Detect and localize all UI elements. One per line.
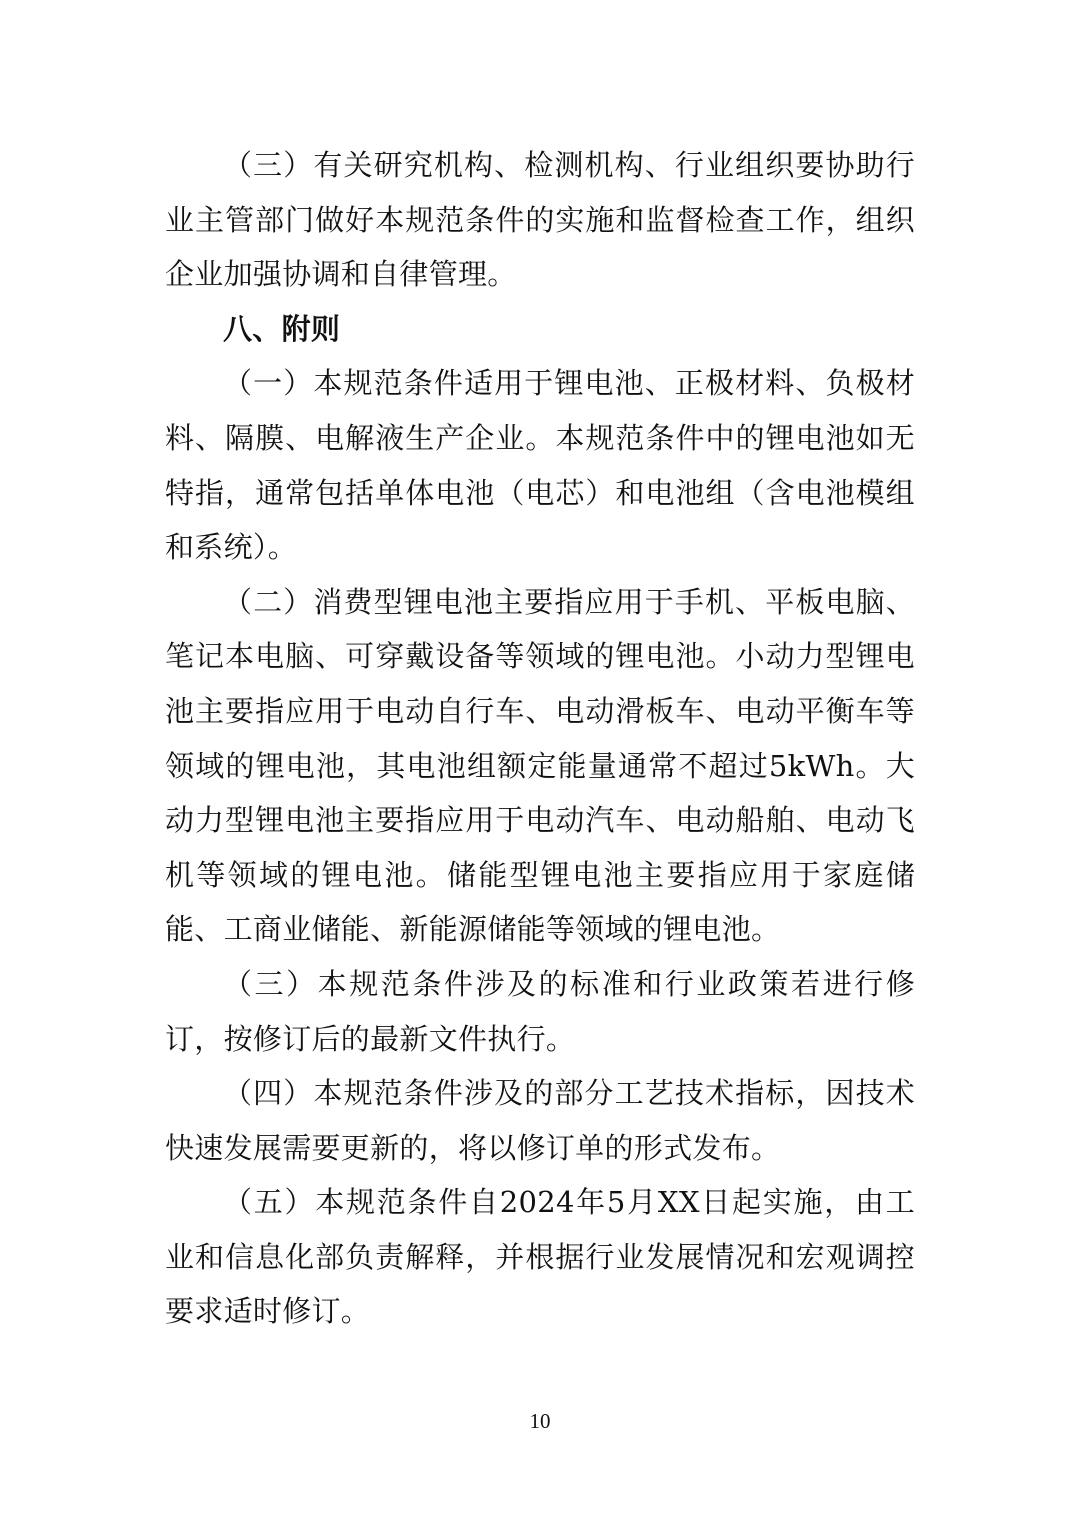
- paragraph-scope: （一）本规范条件适用于锂电池、正极材料、负极材料、隔膜、电解液生产企业。本规范条件中的锂电池如无特指，通常包括单体电池（电芯）和电池组（含电池模组和系统）。: [165, 366, 915, 565]
- document-body: [165, 138, 915, 1339]
- paragraph-standards-revision: （三）本规范条件涉及的标准和行业政策若进行修订，按修订后的最新文件执行。: [165, 966, 915, 1056]
- paragraph-technical-indicators: （四）本规范条件涉及的部分工艺技术指标，因技术快速发展需要更新的，将以修订单的形式发布。: [165, 1076, 915, 1165]
- page-number: 10: [529, 1409, 551, 1433]
- paragraph-research-institutions: （三）有关研究机构、检测机构、行业组织要协助行业主管部门做好本规范条件的实施和监督检查工作，组织企业加强协调和自律管理。: [165, 148, 915, 292]
- paragraph-battery-types: （二）消费型锂电池主要指应用于手机、平板电脑、笔记本电脑、可穿戴设备等领域的锂电池。小动力型锂电池主要指应用于电动自行车、电动滑板车、电动平衡车等领域的锂电池，其电池组额定能量通常不超过5kWh。大动力型锂电池主要指应用于电动汽车、电动船舶、电动飞机等领域的锂电池。储能型锂电池主要指应用于家庭储能、工商业储能、新能源储能等领域的锂电池。: [165, 584, 915, 947]
- paragraph-effective-date: （五）本规范条件自2024年5月XX日起实施，由工业和信息化部负责解释，并根据行业发展情况和宏观调控要求适时修订。: [165, 1185, 915, 1329]
- section-heading-supplementary-provisions: 八、附则: [223, 311, 341, 346]
